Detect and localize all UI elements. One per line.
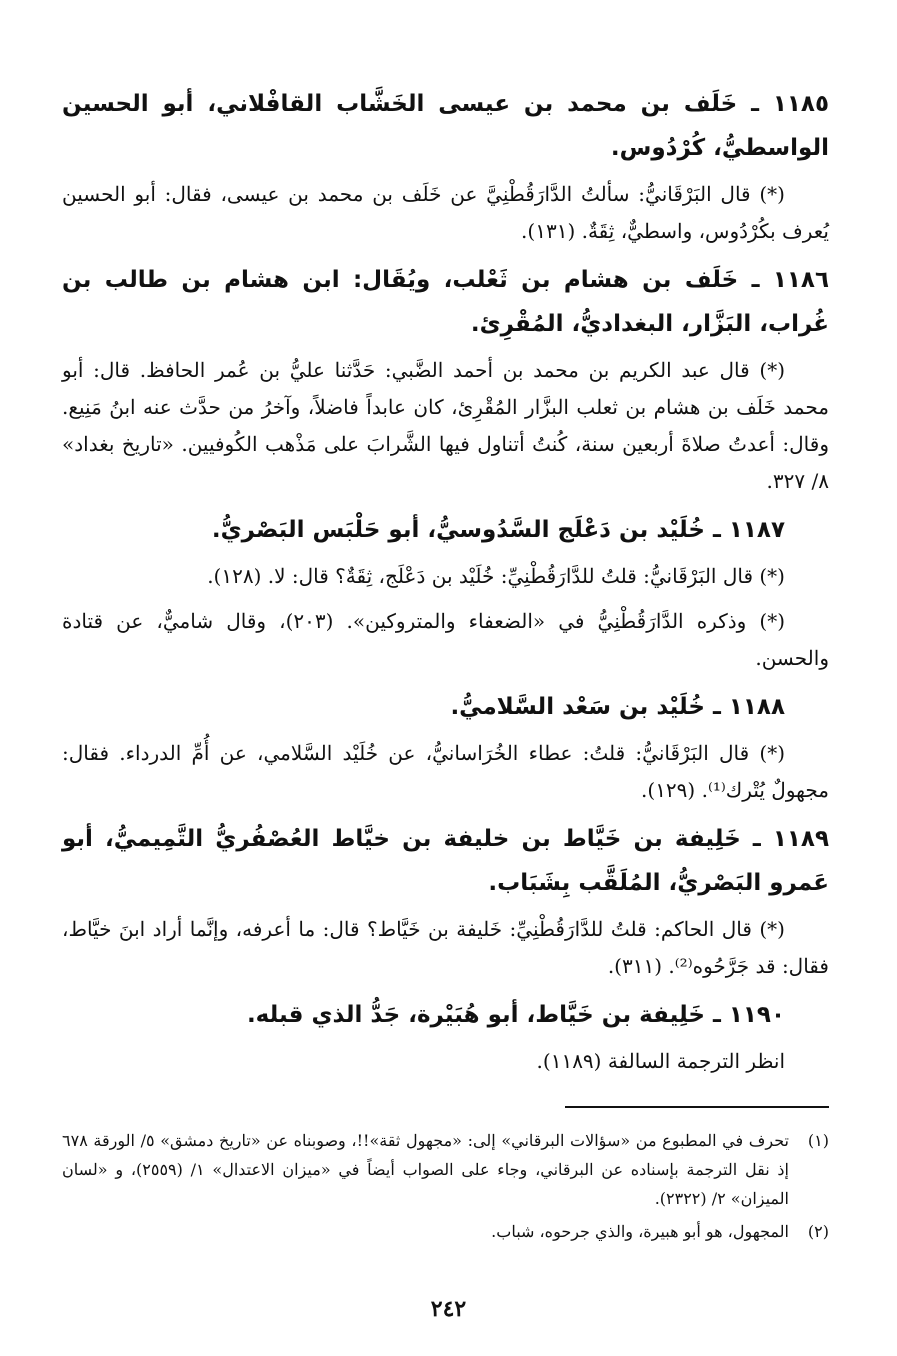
entry-paragraph: (*) قال البَرْقَانيُّ: قلتُ للدَّارَقُطْنِيِّ: خُلَيْد بن دَعْلَج، ثِقَةٌ؟ قال: لا. (١٢٨). (207, 564, 785, 588)
entry-1187 (62, 508, 829, 677)
entry-paragraph: (*) قال البَرْقَانيُّ: سألتُ الدَّارَقُطْنِيَّ عن خَلَف بن محمد بن عيسى، فقال: أبو الحسين يُعرف بكُرْدُوس، واسطيٌّ، ثِقَةٌ. (١٣١). (62, 182, 829, 243)
entry-title: ١١٩٠ ـ خَلِيفة بن خَيَّاط، أبو هُبَيْرة، جَدُّ الذي قبله. (246, 1002, 785, 1028)
entry-title: ١١٨٥ ـ خَلَف بن محمد بن عيسى الخَشَّاب القافْلاني، أبو الحسين الواسطيُّ، كُرْدُوس. (62, 91, 829, 161)
entry-title: ١١٨٨ ـ خُلَيْد بن سَعْد السَّلاميُّ. (450, 694, 785, 720)
entry-1185 (62, 82, 829, 250)
entry-1186 (62, 258, 829, 500)
entry-title: ١١٨٧ ـ خُلَيْد بن دَعْلَج السَّدُوسيُّ، أبو حَلْبَس البَصْريُّ. (211, 517, 785, 543)
footnote-text: تحرف في المطبوع من «سؤالات البرقاني» إلى: «مجهول ثقة»!!، وصوبناه عن «تاريخ دمشق» ٥/ الورقة ٦٧٨ إذ نقل الترجمة بإسناده عن البرقاني، وجاء على الصواب أيضاً في «ميزان الاعتدال» ١/ (٢٥٥٩)، و «لسان الميزان» ٢/ (٢٣٢٢). (62, 1131, 789, 1208)
entry-paragraph: انظر الترجمة السالفة (١١٨٩). (536, 1049, 785, 1073)
entry-title: ١١٨٦ ـ خَلَف بن هشام بن ثَعْلب، ويُقَال: ابن هشام بن طالب بن غُراب، البَزَّار، البغداديُّ، المُقْرِئ. (62, 267, 829, 337)
footnote (62, 1126, 829, 1213)
footnotes (62, 1126, 829, 1246)
footnote-divider (565, 1106, 829, 1108)
entry-1190 (62, 993, 829, 1080)
footnote-text: المجهول، هو أبو هبيرة، والذي جرحوه، شباب. (491, 1222, 789, 1241)
footnote-number: (٢) (807, 1222, 829, 1241)
footnote-number: (١) (807, 1131, 829, 1150)
entry-1188 (62, 685, 829, 809)
footnote (62, 1217, 829, 1246)
page-number: ٢٤٢ (430, 1296, 467, 1322)
entry-paragraph: (*) قال عبد الكريم بن محمد بن أحمد الضَّبي: حَدَّثنا عليُّ بن عُمر الحافظ. قال: أبو محمد خَلَف بن هشام بن ثعلب البزَّار المُقْرِئ، كان عابداً فاضلاً، وآخرُ من حدَّث عنه ابنُ مَنِيع. وقال: أعدتُ صلاةَ أربعين سنة، كُنتُ أتناول فيها الشَّرابَ على مَذْهب الكُوفيين. «تاريخ بغداد» ٨/ ٣٢٧. (62, 358, 829, 493)
entry-1189 (62, 817, 829, 985)
entry-paragraph: (*) وذكره الدَّارَقُطْنِيُّ في «الضعفاء والمتروكين». (٢٠٣)، وقال شاميٌّ، عن قتادة والحسن. (62, 609, 829, 670)
entry-title: ١١٨٩ ـ خَلِيفة بن خَيَّاط بن خليفة بن خيَّاط العُصْفُريُّ التَّمِيميُّ، أبو عَمرو البَصْريُّ، المُلَقَّب بِشَبَاب. (62, 826, 829, 896)
entry-paragraph: (*) قال الحاكم: قلتُ للدَّارَقُطْنِيِّ: خَليفة بن خَيَّاط؟ قال: ما أعرفه، وإنَّما أراد ابنَ خيَّاط، فقال: قد جَرَّحُوه⁽²⁾. (٣١١). (62, 917, 829, 978)
entry-paragraph: (*) قال البَرْقَانيُّ: قلتُ: عطاء الخُرَاسانيُّ، عن خُلَيْد السَّلامي، عن أُمِّ الدرداء. فقال: مجهولٌ يُتْرك⁽¹⁾. (١٢٩). (62, 741, 829, 802)
